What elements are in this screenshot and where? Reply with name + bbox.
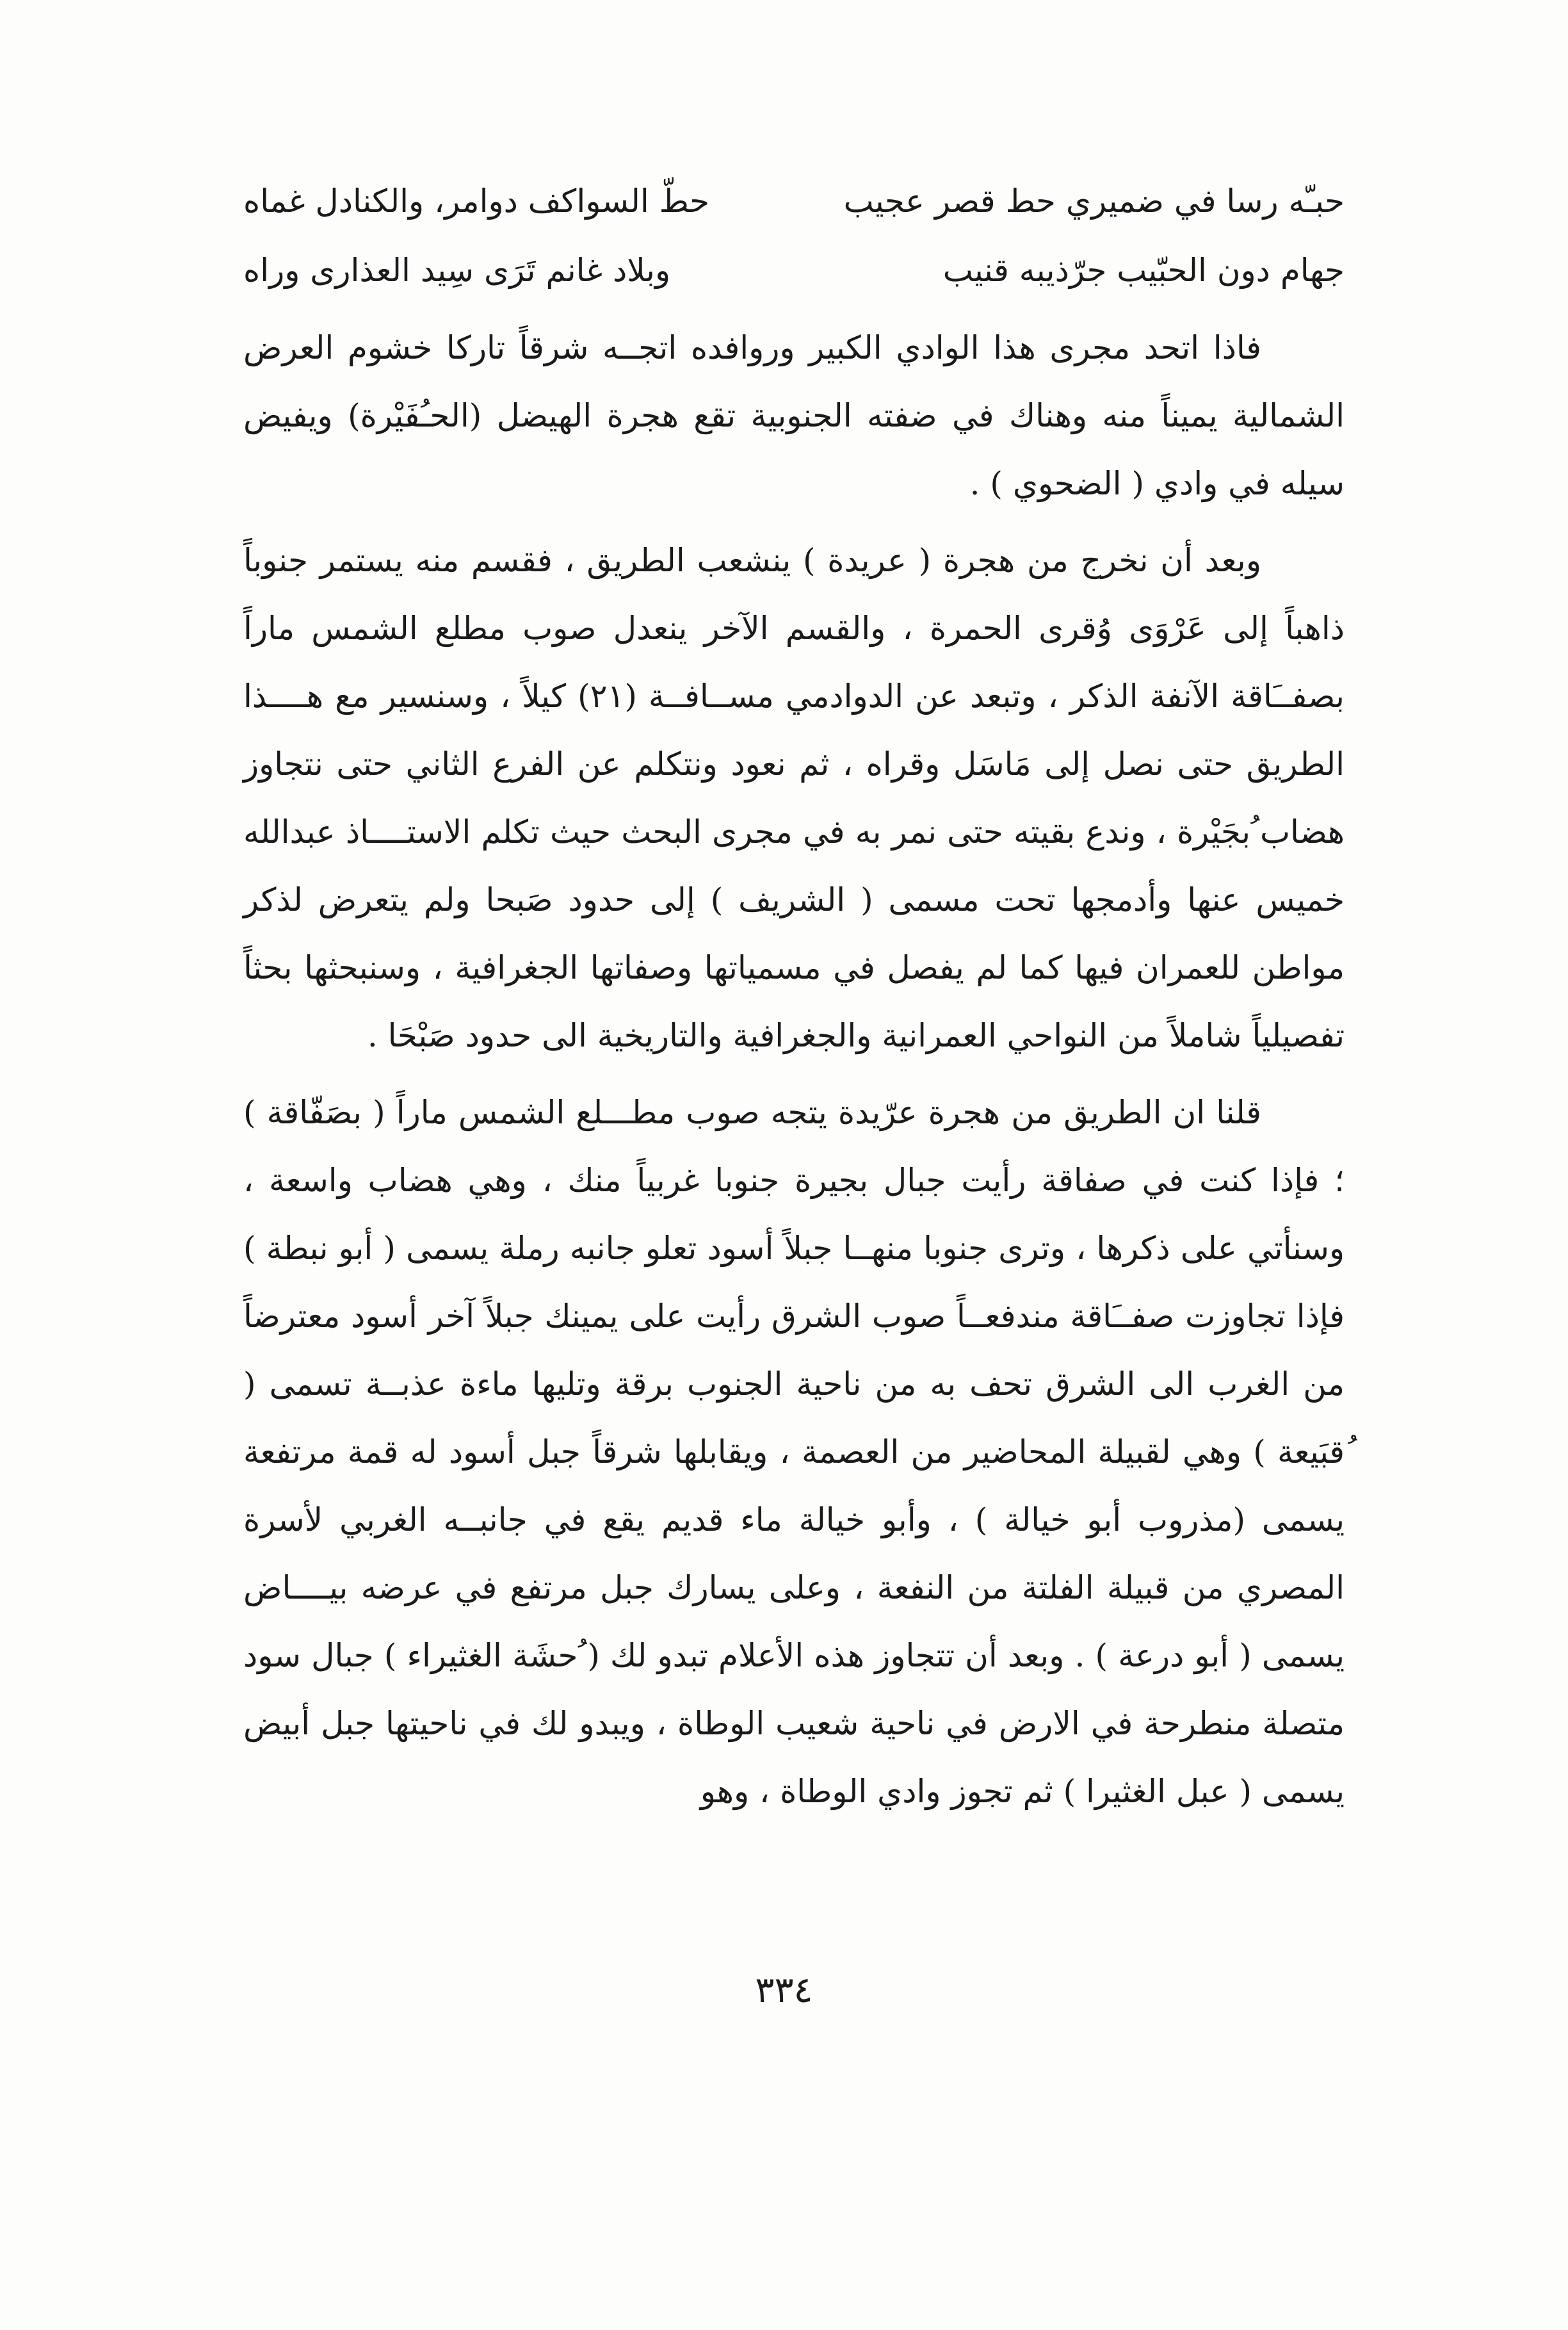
verse-first-hemistich: حبـّه رسا في ضميري حط قصر عجيب — [843, 183, 1345, 220]
verse-second-hemistich: حطّ السواكف دوامر، والكنادل غماه — [243, 183, 710, 220]
paragraph: قلنا ان الطريق من هجرة عرّيدة يتجه صوب مطـــلع الشمس ماراً ( بصَفّاقة ) ؛ فإذا كنت في صفاقة رأيت جبال بجيرة جنوبا غربياً منك ، وهي هضاب واسعة ، وسنأتي على ذكرها ، وترى جنوبا منهــا جبلاً أسود تعلو جانبه رملة يسمى ( أبو نبطة ) فإذا تجاوزت صفــَاقة مندفعــاً صوب الشرق رأيت على يمينك جبلاً آخر أسود معترضاً من الغرب الى الشرق تحف به من ناحية الجنوب برقة وتليها ماءة عذبــة تسمى ( ُقبَيعة ) وهي لقبيلة المحاضير من العصمة ، ويقابلها شرقاً جبل أسود له قمة مرتفعة يسمى (مذروب أبو خيالة ) ، وأبو خيالة ماء قديم يقع في جانبــه الغربي لأسرة المصري من قبيلة الفلتة من النفعة ، وعلى يسارك جبل مرتفع في عرضه بيــــاض يسمى ( أبو درعة ) . وبعد أن تتجاوز هذه الأعلام تبدو لك ( ُحشَة الغثيراء ) جبال سود متصلة منطرحة في الارض في ناحية شعيب الوطاة ، ويبدو لك في ناحيتها جبل أبيض يسمى ( عبل الغثيرا ) ثم تجوز وادي الوطاة ، وهو — [243, 1094, 1345, 1810]
page-body — [243, 167, 1345, 1825]
poem-verse — [243, 167, 1345, 236]
paragraph: فاذا اتحد مجرى هذا الوادي الكبير وروافده اتجــه شرقاً تاركا خشوم العرض الشمالية يميناً منه وهناك في ضفته الجنوبية تقع هجرة الهيضل (الحـُفَيْرة) ويفيض سيله في وادي ( الضحوي ) . — [243, 329, 1345, 502]
verse-second-hemistich: وبلاد غانم تَرَى سِيد العذارى وراه — [243, 252, 671, 289]
verse-first-hemistich: جهام دون الحبّيب جرّذيبه قنيب — [942, 252, 1345, 289]
poem-verse — [243, 236, 1345, 305]
paragraph: وبعد أن نخرج من هجرة ( عريدة ) ينشعب الطريق ، فقسم منه يستمر جنوباً ذاهباً إلى عَرْوَى وُقرى الحمرة ، والقسم الآخر ينعدل صوب مطلع الشمس ماراً بصفــَاقة الآنفة الذكر ، وتبعد عن الدوادمي مســافــة (٢١) كيلاً ، وسنسير مع هــــذا الطريق حتى نصل إلى مَاسَل وقراه ، ثم نعود ونتكلم عن الفرع الثاني حتى نتجاوز هضاب ُبجَيْرة ، وندع بقيته حتى نمر به في مجرى البحث حيث تكلم الاستــــاذ عبدالله خميس عنها وأدمجها تحت مسمى ( الشريف ) إلى حدود صَبحا ولم يتعرض لذكر مواطن للعمران فيها كما لم يفصل في مسمياتها وصفاتها الجغرافية ، وسنبحثها بحثاً تفصيلياً شاملاً من النواحي العمرانية والجغرافية والتاريخية الى حدود صَبْحَا . — [243, 542, 1345, 1054]
page-number: ٣٣٤ — [755, 1969, 813, 2011]
